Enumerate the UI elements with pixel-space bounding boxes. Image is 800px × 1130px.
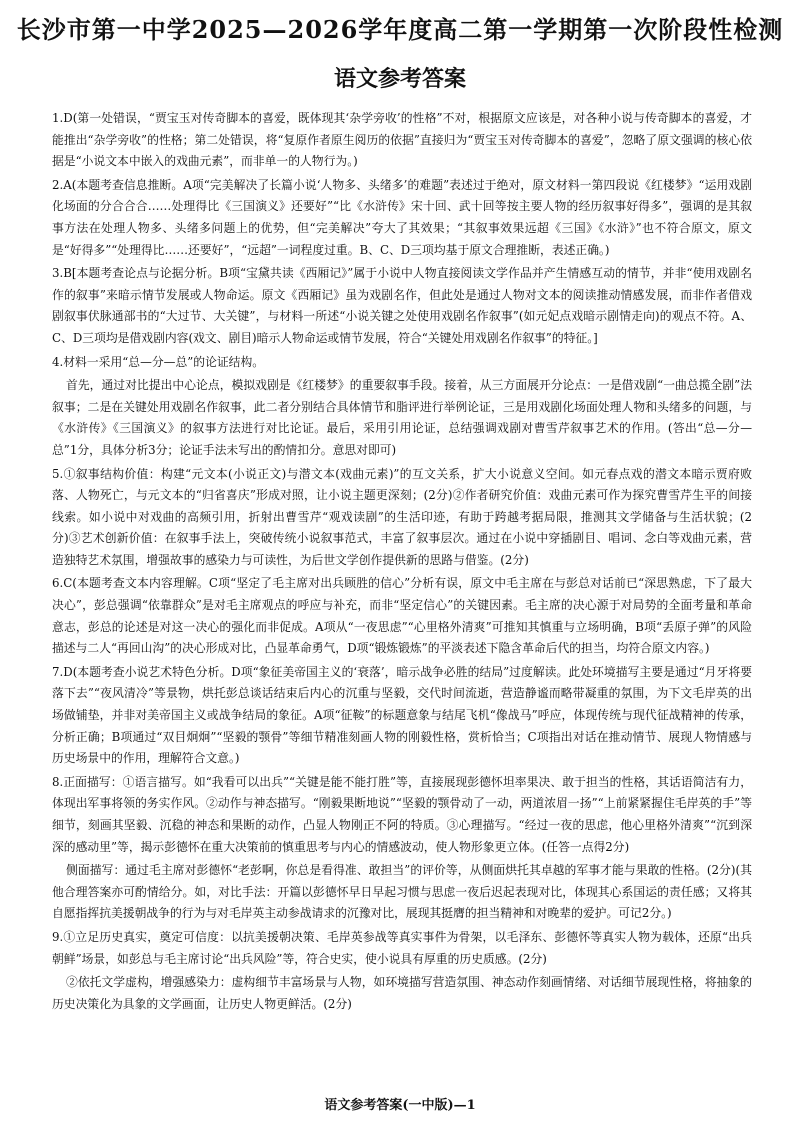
answer-5: 5.①叙事结构价值：构建“元文本(小说正文)与潜文本(戏曲元素)”的互文关系，扩大小说意义空间。如元春点戏的潜文本暗示贾府败落、人物死亡，与元文本的“归省喜庆”形成对照，让小说主题更深刻；(2分)②作者研究价值：戏曲元素可作为探究曹雪芹生平的间接线索。如小说中对戏曲的高频引用，折射出曹雪芹“观戏读剧”的生活印迹，有助于跨越考据局限，推测其文学储备与生活状貌；(2分)③艺术创新价值：在叙事手法上，突破传统小说叙事范式，丰富了叙事层次。通过在小说中穿插剧目、唱词、念白等戏曲元素，营造独特艺术氛围，增强故事的感染力与可读性，为后世文学创作提供新的思路与借鉴。(2分) bbox=[52, 466, 752, 567]
answer-key-heading: 语文参考答案 bbox=[333, 66, 466, 92]
answer-4-detail: 首先，通过对比提出中心论点，模拟戏剧是《红楼梦》的重要叙事手段。接着，从三方面展开分论点：一是借戏剧“一曲总揽全剧”法叙事；二是在关键处用戏剧名作叙事，此二者分别结合具体情节和脂评进行举例论证，三是用戏剧化场面处理人物和头绪多的问题，与《水浒传》《三国演义》的叙事方法进行对比论证。最后，采用引用论证，总结强调戏剧对曹雪芹叙事艺术的作用。(答出“总—分—总”1分，具体分析3分；论证手法未写出的酌情扣分。意思对即可) bbox=[52, 378, 752, 457]
answer-4-head: 4.材料一采用“总—分—总”的论证结构。 bbox=[52, 354, 265, 369]
answer-9-point-2: ②依托文学虚构，增强感染力：虚构细节丰富场景与人物，如环境描写营造氛围、神态动作刻画情绪、对话细节展现性格，将抽象的历史决策化为具象的文学画面，让历史人物更鲜活。(2分) bbox=[52, 975, 752, 1011]
answer-6: 6.C(本题考查文本内容理解。C项“坚定了毛主席对出兵顾胜的信心”分析有误，原文中毛主席在与彭总对话前已“深思熟虑，下了最大决心”，彭总强调“依靠群众”是对毛主席观点的呼应与补充，而非“坚定信心”的关键因素。毛主席的决心源于对局势的全面考量和革命意志，彭总的论述是对这一决心的强化而非促成。A项从“一夜思虑”“心里格外清爽”可推知其慎重与立场明确，B项“丢原子弹”的风险描述与二人“再回山沟”的决心形成对比，凸显革命勇气，D项“锻炼锻炼”的平淡表述下隐含革命后代的担当，均符合原文内容。) bbox=[52, 576, 752, 656]
exam-title: 长沙市第一中学2025—2026学年度高二第一学期第一次阶段性检测 bbox=[16, 15, 784, 44]
answer-9-point-1: 9.①立足历史真实，奠定可信度：以抗美援朝决策、毛岸英参战等真实事件为骨架，以毛泽东、彭德怀等真实人物为载体，还原“出兵朝鲜”场景，如彭总与毛主席讨论“出兵风险”等，符合史实，使小说具有厚重的历史质感。(2分) bbox=[52, 929, 752, 966]
answer-7: 7.D(本题考查小说艺术特色分析。D项“象征美帝国主义的‘衰落’，暗示战争必胜的结局”过度解读。此处环境描写主要是通过“月牙将要落下去”“夜风清冷”等景物，烘托彭总谈话结束后内心的沉重与坚毅，交代时间流逝，营造静谧而略带凝重的氛围，为下文毛岸英的出场做铺垫，并非对美帝国主义或战争结局的象征。A项“征鞍”的标题意象与结尾飞机“像战马”呼应，体现传统与现代征战精神的传承，分析正确；B项通过“双目炯炯”“坚毅的颚骨”等细节精准刻画人物的刚毅性格，赏析恰当；C项指出对话在推动情节、展现人物情感与历史场景中的作用，理解符合文意。) bbox=[52, 664, 752, 766]
answer-8-front: 8.正面描写：①语言描写。如“我看可以出兵”“关键是能不能打胜”等，直接展现彭德怀坦率果决、敢于担当的性格，其话语简洁有力，体现出军事将领的务实作风。②动作与神态描写。“刚毅果断地说”“坚毅的颚骨动了一动，两道浓眉一扬”“上前紧紧握住毛岸英的手”等细节，刻画其坚毅、沉稳的神态和果断的动作，凸显人物刚正不阿的特质。③心理描写。“经过一夜的思虑，他心里格外清爽”“沉到深深的感动里”等，揭示彭德怀在重大决策前的慎重思考与内心的情感波动，使人物形象更立体。(任答一点得2分) bbox=[52, 774, 752, 854]
answer-1: 1.D(第一处错误，“贾宝玉对传奇脚本的喜爱，既体现其‘杂学旁收’的性格”不对，根据原文应该是，对各种小说与传奇脚本的喜爱，才能推出“杂学旁收”的性格；第二处错误，将“复原作者原生阅历的依据”直接归为“贾宝玉对传奇脚本的喜爱”，忽略了原文强调的核心依据是“小说文本中嵌入的戏曲元素”，而非单一的人物行为。) bbox=[52, 111, 752, 169]
answer-3: 3.B[本题考查论点与论据分析。B项“宝黛共读《西厢记》”属于小说中人物直接阅读文学作品并产生情感互动的情节，并非“使用戏剧名作的叙事”来暗示情节发展或人物命运。原文《西厢记》虽为戏剧名作，但此处是通过人物对文本的阅读推动情感发展，而非作者借戏剧叙事伏脉通部书的“大过节、大关键”，与材料一所述“小说关键之处使用戏剧名作叙事”(如元妃点戏暗示剧情走向)的观点不符。A、C、D三项均是借戏剧内容(戏文、剧目)暗示人物命运或情节发展，符合“关键处用戏剧名作叙事”的特征。] bbox=[52, 266, 752, 345]
answer-2: 2.A(本题考查信息推断。A项“完美解决了长篇小说‘人物多、头绪多’的难题”表述过于绝对，原文材料一第四段说《红楼梦》“运用戏剧化场面的分合合合……处理得比《三国演义》还要好”“比《水浒传》宋十回、武十回等按主要人物的经历叙事好得多”，强调的是其叙事方法在处理人物多、头绪多问题上的优势，但“完美解决”夸大了其效果；“其叙事效果远超《三国》《水浒》”也不符合原文，原文是“好得多”“处理得比……还要好”，“远超”一词程度过重。B、C、D三项均基于原文合理推断，表述正确。) bbox=[52, 177, 752, 257]
page-footer: 语文参考答案(一中版)—1 bbox=[324, 1098, 476, 1113]
answer-body bbox=[52, 108, 752, 1017]
answer-8-side: 侧面描写：通过毛主席对彭德怀“老彭啊，你总是看得准、敢担当”的评价等，从侧面烘托其卓越的军事才能与果敢的性格。(2分)(其他合理答案亦可酌情给分。如，对比手法：开篇以彭德怀早日早起习惯与思虑一夜后迟起表现对比，体现其心系国运的责任感；又将其自愿指挥抗美援朝战争的行为与对毛岸英主动参战请求的沉豫对比，展现其挺膺的担当精神和对晚辈的爱护。可记2分。) bbox=[52, 863, 752, 921]
